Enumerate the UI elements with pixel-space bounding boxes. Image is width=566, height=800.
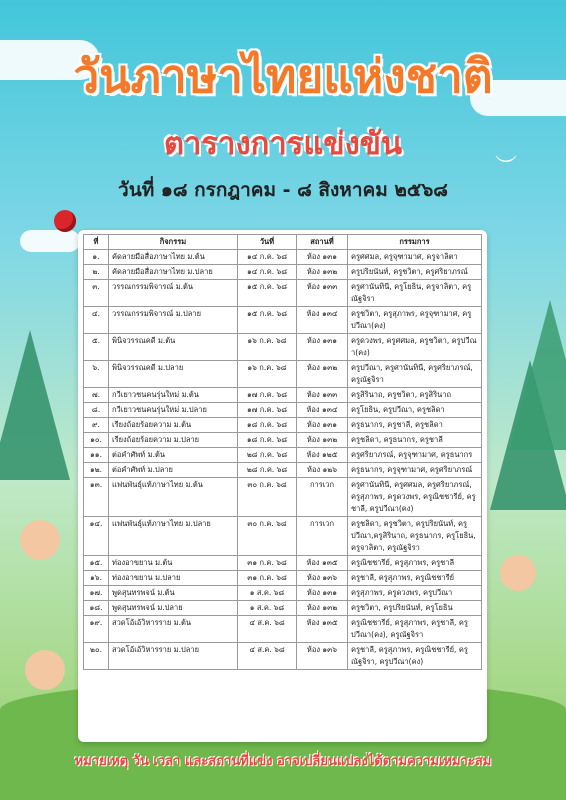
- date-cell: ๑๗ ก.ค. ๖๘: [238, 403, 297, 418]
- row-number: ๑๕.: [84, 556, 109, 571]
- place-cell: ห้อง ๑๓๒: [297, 265, 348, 280]
- committee-cell: ครูชาลี, ครูสุภาพร, ครูณิชชารีย์, ครูณัฐจิรา, ครูปวีณา(คง): [348, 643, 482, 670]
- row-number: ๙.: [84, 418, 109, 433]
- header-place: สถานที่: [297, 235, 348, 250]
- table-row: [84, 280, 482, 307]
- committee-cell: ครูศศมล, ครูจุฑามาศ, ครูจาลิตา: [348, 250, 482, 265]
- table-row: [84, 517, 482, 556]
- activity-cell: แฟนพันธุ์แท้ภาษาไทย ม.ต้น: [109, 478, 238, 517]
- activity-cell: ต่อคำศัพท์ ม.ต้น: [109, 448, 238, 463]
- place-cell: ห้อง ๑๓๒: [297, 361, 348, 388]
- committee-cell: ครูธนากร, ครูชาลี, ครูชลิดา: [348, 418, 482, 433]
- child-illustration: [20, 520, 60, 560]
- activity-cell: วรรณกรรมพิจารณ์ ม.ต้น: [109, 280, 238, 307]
- date-cell: ๒๘ ก.ค. ๖๘: [238, 463, 297, 478]
- committee-cell: ครูดวงพร, ครูศศมล, ครูชวิตา, ครูปวีณา(คง): [348, 334, 482, 361]
- activity-cell: ต่อคำศัพท์ ม.ปลาย: [109, 463, 238, 478]
- header-activity: กิจกรรม: [109, 235, 238, 250]
- activity-cell: คัดลายมือสื่อภาษาไทย ม.ต้น: [109, 250, 238, 265]
- footer-note: หมายเหตุ วัน เวลา และสถานที่แข่ง อาจเปลี่ยนแปลงได้ตามความเหมาะสม: [74, 754, 492, 769]
- table-row: [84, 601, 482, 616]
- row-number: ๒.: [84, 265, 109, 280]
- activity-cell: พูดสุนทรพจน์ ม.ต้น: [109, 586, 238, 601]
- date-cell: ๓๐ ก.ค. ๖๘: [238, 517, 297, 556]
- row-number: ๑๔.: [84, 517, 109, 556]
- row-number: ๗.: [84, 388, 109, 403]
- row-number: ๑๙.: [84, 616, 109, 643]
- header-date: วันที่: [238, 235, 297, 250]
- row-number: ๔.: [84, 307, 109, 334]
- place-cell: ห้อง ๑๓๒: [297, 601, 348, 616]
- table-row: [84, 643, 482, 670]
- date-cell: ๔ ส.ค. ๖๘: [238, 616, 297, 643]
- activity-cell: สวดโอ้เอ้วิหารราย ม.ต้น: [109, 616, 238, 643]
- committee-cell: ครูณิชชารีย์, ครูสุภาพร, ครูชาลี, ครูปวีณา(คง), ครูณัฐจิรา: [348, 616, 482, 643]
- date-cell: ๑๘ ก.ค. ๖๘: [238, 418, 297, 433]
- committee-cell: ครูชลิดา, ครูธนากร, ครูชาลี: [348, 433, 482, 448]
- place-cell: ห้อง ๑๓๕: [297, 556, 348, 571]
- header-no: ที่: [84, 235, 109, 250]
- row-number: ๒๐.: [84, 643, 109, 670]
- committee-cell: ครูณิชชารีย์, ครูสุภาพร, ครูชาลี: [348, 556, 482, 571]
- date-cell: ๑๔ ก.ค. ๖๘: [238, 250, 297, 265]
- committee-cell: ครูศริยาภรณ์, ครูจุฑามาศ, ครูธนากร: [348, 448, 482, 463]
- place-cell: ห้อง ๑๓๔: [297, 307, 348, 334]
- place-cell: ห้อง ๑๓๓: [297, 280, 348, 307]
- child-illustration: [500, 555, 536, 591]
- table-row: [84, 448, 482, 463]
- place-cell: ห้อง ๑๓๒: [297, 433, 348, 448]
- activity-cell: เรียงถ้อยร้อยความ ม.ปลาย: [109, 433, 238, 448]
- table-header-row: [84, 235, 482, 250]
- date-range: วันที่ ๑๘ กรกฎาคม - ๘ สิงหาคม ๒๕๖๘: [118, 179, 448, 201]
- row-number: ๑๒.: [84, 463, 109, 478]
- activity-cell: แฟนพันธุ์แท้ภาษาไทย ม.ปลาย: [109, 517, 238, 556]
- row-number: ๖.: [84, 361, 109, 388]
- date-cell: ๑ ส.ค. ๖๘: [238, 586, 297, 601]
- table-row: [84, 307, 482, 334]
- date-cell: ๔ ส.ค. ๖๘: [238, 643, 297, 670]
- pushpin-icon: [54, 210, 76, 232]
- page-title: วันภาษาไทยแห่งชาติ: [73, 49, 493, 103]
- row-number: ๑.: [84, 250, 109, 265]
- committee-cell: ครูชวิตา, ครูปริยนันท์, ครูโยธิน: [348, 601, 482, 616]
- date-cell: ๓๑ ก.ค. ๖๘: [238, 571, 297, 586]
- committee-cell: ครูศานันทินี, ครูโยธิน, ครูจาลิตา, ครูณัฐจิรา: [348, 280, 482, 307]
- committee-cell: ครูสุภาพร, ครูดวงพร, ครูปวีณา: [348, 586, 482, 601]
- child-illustration: [25, 650, 65, 690]
- table-row: [84, 616, 482, 643]
- cloud: [20, 230, 80, 252]
- date-cell: ๑๕ ก.ค. ๖๘: [238, 280, 297, 307]
- place-cell: ห้อง ๑๓๑: [297, 586, 348, 601]
- place-cell: ห้อง ๑๒๕: [297, 448, 348, 463]
- date-cell: ๓๐ ก.ค. ๖๘: [238, 478, 297, 517]
- activity-cell: กวีเยาวชนคนรุ่นใหม่ ม.ต้น: [109, 388, 238, 403]
- row-number: ๑๓.: [84, 478, 109, 517]
- activity-cell: สวดโอ้เอ้วิหารราย ม.ปลาย: [109, 643, 238, 670]
- row-number: ๑๗.: [84, 586, 109, 601]
- page-subtitle: ตารางการแข่งขัน: [163, 126, 403, 162]
- place-cell: ห้อง ๑๓๓: [297, 388, 348, 403]
- date-cell: ๑๕ ก.ค. ๖๘: [238, 307, 297, 334]
- tree: [0, 330, 70, 480]
- table-row: [84, 463, 482, 478]
- table-row: [84, 556, 482, 571]
- table-row: [84, 571, 482, 586]
- place-cell: ห้อง ๑๓๑: [297, 334, 348, 361]
- schedule-table: [83, 234, 482, 670]
- date-cell: ๑๖ ก.ค. ๖๘: [238, 334, 297, 361]
- place-cell: ห้อง ๑๓๕: [297, 616, 348, 643]
- table-row: [84, 334, 482, 361]
- tree: [510, 300, 566, 450]
- date-cell: ๑ ส.ค. ๖๘: [238, 601, 297, 616]
- activity-cell: พินิจวรรณคดี ม.ต้น: [109, 334, 238, 361]
- date-cell: ๓๑ ก.ค. ๖๘: [238, 556, 297, 571]
- place-cell: ห้อง ๑๓๔: [297, 403, 348, 418]
- place-cell: ห้อง ๑๓๑: [297, 418, 348, 433]
- place-cell: ห้อง ๑๓๑: [297, 250, 348, 265]
- place-cell: ห้อง ๑๓๖: [297, 643, 348, 670]
- table-row: [84, 361, 482, 388]
- activity-cell: ท่องอาขยาน ม.ปลาย: [109, 571, 238, 586]
- activity-cell: พินิจวรรณคดี ม.ปลาย: [109, 361, 238, 388]
- committee-cell: ครูศานันทินี, ครูศศมล, ครูศริยาภรณ์, ครูสุภาพร, ครูดวงพร, ครูณิชชารีย์, ครูชาลี, ครูปวีณา(คง): [348, 478, 482, 517]
- activity-cell: วรรณกรรมพิจารณ์ ม.ปลาย: [109, 307, 238, 334]
- activity-cell: เรียงถ้อยร้อยความ ม.ต้น: [109, 418, 238, 433]
- row-number: ๑๘.: [84, 601, 109, 616]
- date-cell: ๒๘ ก.ค. ๖๘: [238, 448, 297, 463]
- committee-cell: ครูปวีณา, ครูศานันทินี, ครูศริยาภรณ์, ครูณัฐจิรา: [348, 361, 482, 388]
- row-number: ๑๖.: [84, 571, 109, 586]
- date-cell: ๑๖ ก.ค. ๖๘: [238, 361, 297, 388]
- table-row: [84, 586, 482, 601]
- date-cell: ๑๔ ก.ค. ๖๘: [238, 265, 297, 280]
- table-row: [84, 403, 482, 418]
- table-row: [84, 265, 482, 280]
- committee-cell: ครูชาลี, ครูสุภาพร, ครูณิชชารีย์: [348, 571, 482, 586]
- committee-cell: ครูสิรินาถ, ครูชวิตา, ครูสิรินาถ: [348, 388, 482, 403]
- row-number: ๑๐.: [84, 433, 109, 448]
- committee-cell: ครูชลิดา, ครูชวิตา, ครูปริยนันท์, ครูปวีณา,ครูสิรินาถ, ครูธนากร, ครูโยธิน, ครูจาลิตา, ครูณัฐจิรา: [348, 517, 482, 556]
- activity-cell: คัดลายมือสื่อภาษาไทย ม.ปลาย: [109, 265, 238, 280]
- table-row: [84, 478, 482, 517]
- header-committee: กรรมการ: [348, 235, 482, 250]
- table-row: [84, 388, 482, 403]
- table-row: [84, 433, 482, 448]
- row-number: ๘.: [84, 403, 109, 418]
- row-number: ๕.: [84, 334, 109, 361]
- committee-cell: ครูชวิตา, ครูสุภาพร, ครูจุฑามาศ, ครูปวีณา(คง): [348, 307, 482, 334]
- bird-icon: ︶: [495, 155, 518, 180]
- committee-cell: ครูโยธิน, ครูปวีณา, ครูชลิดา: [348, 403, 482, 418]
- date-cell: ๑๘ ก.ค. ๖๘: [238, 433, 297, 448]
- place-cell: การเวก: [297, 517, 348, 556]
- place-cell: ห้อง ๑๓๖: [297, 571, 348, 586]
- activity-cell: พูดสุนทรพจน์ ม.ปลาย: [109, 601, 238, 616]
- activity-cell: กวีเยาวชนคนรุ่นใหม่ ม.ปลาย: [109, 403, 238, 418]
- committee-cell: ครูธนากร, ครูจุฑามาศ, ครูศริยาภรณ์: [348, 463, 482, 478]
- row-number: ๓.: [84, 280, 109, 307]
- place-cell: ห้อง ๑๒๖: [297, 463, 348, 478]
- date-cell: ๑๗ ก.ค. ๖๘: [238, 388, 297, 403]
- committee-cell: ครูปริยนันท์, ครูชวิตา, ครูศริยาภรณ์: [348, 265, 482, 280]
- activity-cell: ท่องอาขยาน ม.ต้น: [109, 556, 238, 571]
- row-number: ๑๑.: [84, 448, 109, 463]
- place-cell: การเวก: [297, 478, 348, 517]
- table-row: [84, 418, 482, 433]
- table-row: [84, 250, 482, 265]
